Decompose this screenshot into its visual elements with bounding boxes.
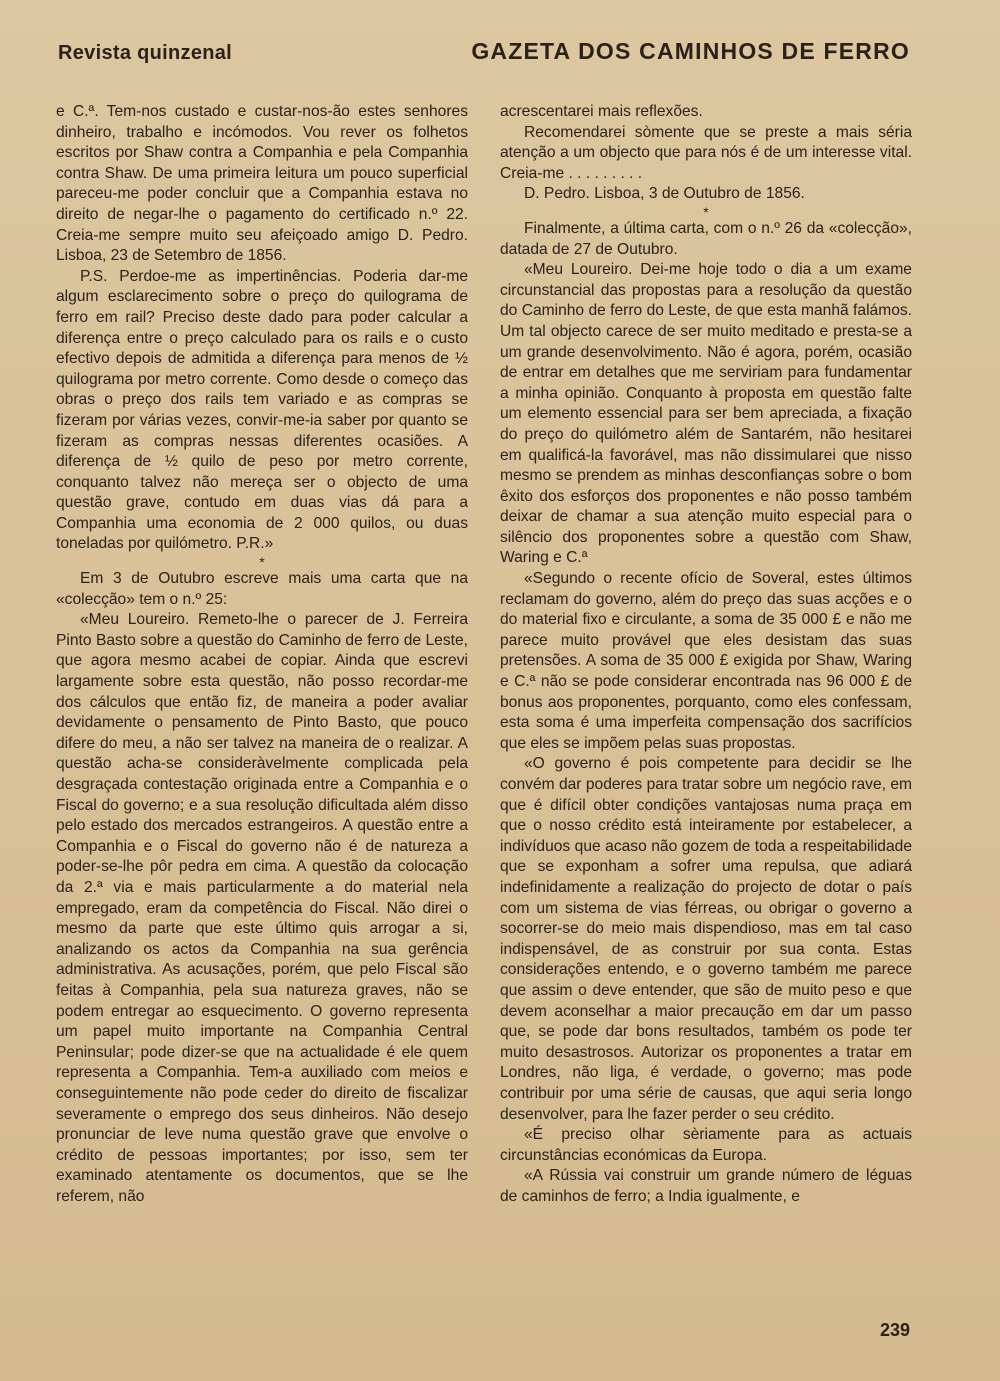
section-separator: * xyxy=(703,203,709,220)
left-column xyxy=(56,102,468,1207)
paragraph: «Meu Loureiro. Dei-me hoje todo o dia a um exame circunstancial das propostas para a resolução da questão do Caminho de ferro do Leste, de que esta manhã falámos. Um tal objecto carece de ser muito meditado e presta-se a um grande desenvolvimento. Não é agora, porém, ocasião de entrar em detalhes que me serviriam para fundamentar a minha opinião. Conquanto à proposta em questão falte um elemento essencial para ser bem apreciada, a fixação do preço do quilómetro além de Santarém, não hesitarei em qualificá-la favorável, mas não dissimularei que nisso mesmo se prendem as minhas desconfianças sobre o bom êxito dos esforços dos proponentes e não posso também deixar de chamar a sua atenção muito especial para o silêncio dos proponentes sobre a questão com Shaw, Waring e C.ª xyxy=(500,261,912,567)
section-separator: * xyxy=(259,554,265,571)
paragraph: «A Rússia vai construir um grande número de léguas de caminhos de ferro; a India igualmente, e xyxy=(500,1167,912,1205)
paragraph: Recomendarei sòmente que se preste a mais séria atenção a um objecto que para nós é de um interesse vital. Creia-me . . . . . . . . . xyxy=(500,123,912,182)
paragraph: Em 3 de Outubro escreve mais uma carta que na «colecção» tem o n.º 25: xyxy=(56,570,468,608)
paragraph: «O governo é pois competente para decidir se lhe convém dar poderes para tratar sobre um negócio rave, em que é difícil obter condições vantajosas numa praça em que o nosso crédito está inteiramente por estabelecer, a indivíduos que acaso não gozem de toda a respeitabilidade que se exponham a sofrer uma repulsa, que adiará indefinidamente a realização do projecto de dotar o país com um sistema de vias férreas, ou obrigar o governo a socorrer-se do meio mais dispendioso, mas em tal caso indispensável, de as construir por sua conta. Estas considerações entendo, e o governo também me parece que assim o deve entender, que são de muito peso e que devem aconselhar a maior precaução em dar um passo que, se pode dar bons resultados, também os pode ter muito desastrosos. Autorizar os proponentes a tratar em Londres, não liga, é verdade, o governo; mas pode contribuir por uma série de causas, que aqui seria longo desenvolver, para lhe fazer perder o seu crédito. xyxy=(500,755,912,1123)
paragraph: Finalmente, a última carta, com o n.º 26 da «colecção», datada de 27 de Outubro. xyxy=(500,219,912,258)
header-right-title: GAZETA DOS CAMINHOS DE FERRO xyxy=(471,38,910,64)
page-header xyxy=(58,38,910,74)
paragraph: «Segundo o recente ofício de Soveral, estes últimos reclamam do governo, além do preço das suas acções e o do material fixo e circulante, a soma de 35 000 £ e não me parece muito provável que eles desistam das suas pretensões. A soma de 35 000 £ exigida por Shaw, Waring e C.ª não se pode considerar encontrada nas 96 000 £ de bonus aos proponentes, porquanto, como eles confessam, esta soma é uma imperfeita compensação dos sacrifícios que eles se impõem pelas suas propostas. xyxy=(500,570,912,752)
paragraph: acrescentarei mais reflexões. xyxy=(500,103,703,120)
page-number: 239 xyxy=(879,1320,910,1340)
paragraph: e C.ª. Tem-nos custado e custar-nos-ão estes senhores dinheiro, trabalho e incómodos. Vou rever os folhetos escritos por Shaw contra a Companhia e pela Companhia contra Shaw. De uma primeira leitura um pouco superficial pareceu-me poder concluir que a Companhia estava no direito de negar-lhe o pagamento do certificado n.º 22. Creia-me sempre muito seu afeiçoado amigo D. Pedro. Lisboa, 23 de Setembro de 1856. xyxy=(56,103,468,265)
header-left-title: Revista quinzenal xyxy=(58,42,233,64)
right-column xyxy=(500,102,912,1207)
paragraph: «É preciso olhar sèriamente para as actuais circunstâncias económicas da Europa. xyxy=(500,1126,912,1164)
paragraph: «Meu Loureiro. Remeto-lhe o parecer de J. Ferreira Pinto Basto sobre a questão do Caminho de ferro de Leste, que agora mesmo acabei de copiar. Ainda que escrevi largamente sobre esta questão, não posso recordar-me dos cálculos que então fiz, de maneira a poder avaliar devidamente o pensamento de Pinto Basto, que pouco difere do meu, a não ser talvez na maneira de o realizar. A questão acha-se consideràvelmente complicada pela desgraçada contestação originada entre a Companhia e o Fiscal do governo; e a sua resolução dificultada além disso pelo estado dos mercados estrangeiros. A questão entre a Companhia e o Fiscal do governo não é de natureza a poder-se-lhe pôr pedra em cima. A questão da colocação da 2.ª via e mais particularmente a do material nela empregado, eram da competência do Fiscal. Não direi o mesmo da parte que este último quis arrogar a si, analizando os actos da Companhia na sua gerência administrativa. As acusações, porém, que pelo Fiscal são feitas à Companhia, pela sua natureza graves, não se podem entregar ao esquecimento. O governo representa um papel muito importante na Companhia Central Peninsular; pode dizer-se que na actualidade é ele quem representa a Companhia. Tem-a auxiliado com meios e conseguintemente não pode ceder do direito de fiscalizar severamente o emprego dos seus dinheiros. Não desejo pronunciar de leve numa questão grave que envolve o crédito de pessoas importantes; por isso, sem ter examinado atentamente os documentos, que se lhe referem, não xyxy=(56,611,468,1205)
paragraph: P.S. Perdoe-me as impertinências. Poderia dar-me algum esclarecimento sobre o preço do quilograma de ferro em rail? Preciso deste dado para poder calcular a diferença entre o preço calculado para os rails e o custo efectivo depois de admitida a diferença para menos de ½ quilograma por metro corrente. Como desde o começo das obras o preço dos rails tem variado e as compras se fizeram por várias vezes, convir-me-ia saber por quanto se fizeram as compras nessas diferentes ocasiões. A diferença de ½ quilo de peso por metro corrente, conquanto talvez não mereça ser o objecto de uma questão grave, contudo em duas vias dá para a Companhia uma economia de 2 000 quilos, ou duas toneladas por quilómetro. P.R.» xyxy=(56,267,468,553)
paragraph: D. Pedro. Lisboa, 3 de Outubro de 1856. xyxy=(524,185,805,203)
